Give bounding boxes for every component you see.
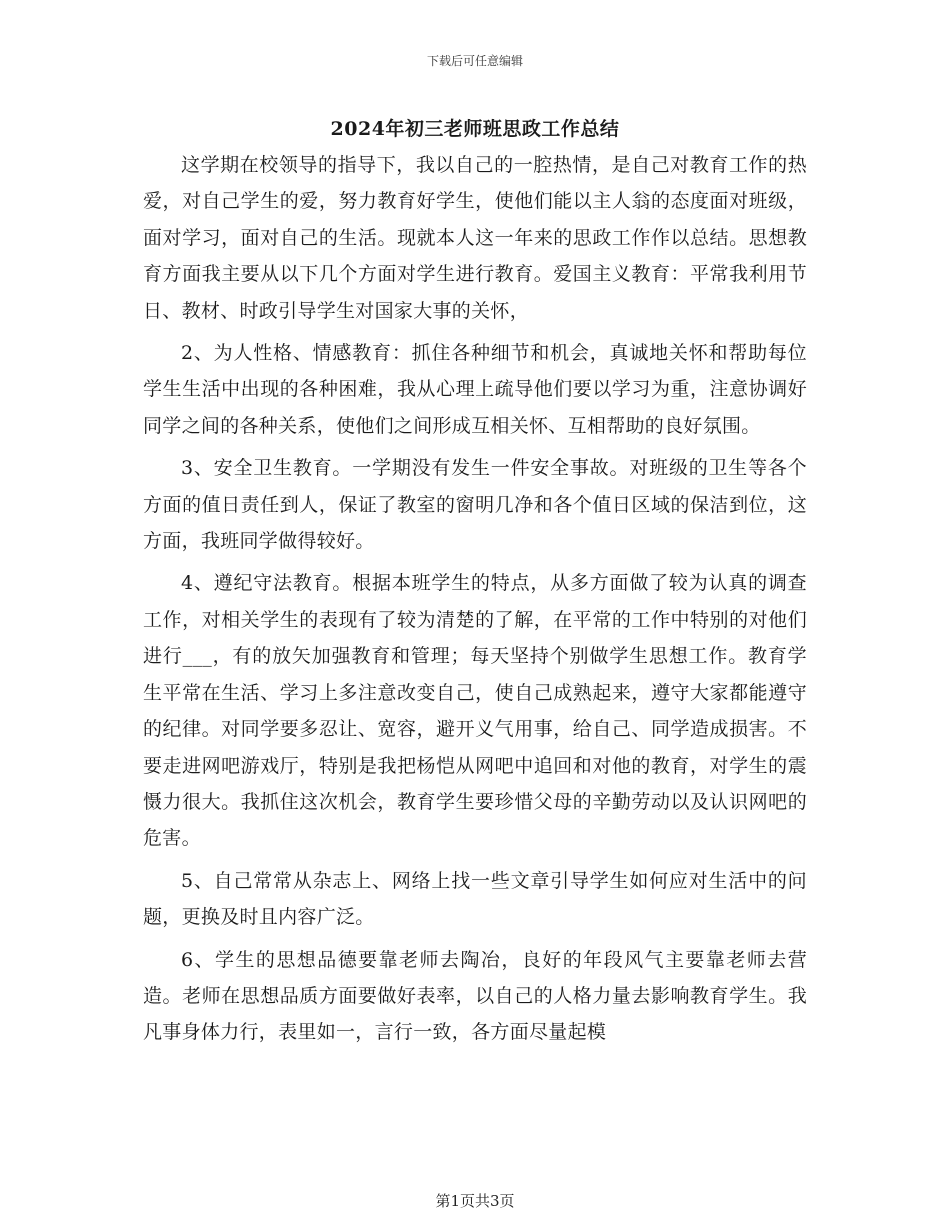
paragraph-6: 6、学生的思想品德要靠老师去陶冶，良好的年段风气主要靠老师去营造。老师在思想品质方面要做好表率，以自己的人格力量去影响教育学生。我凡事身体力行，表里如一，言行一致，各方面尽量起模 [143,948,807,1044]
page-indicator: 第1页共3页 [435,1192,515,1210]
paragraph-2: 2、为人性格、情感教育：抓住各种细节和机会，真诚地关怀和帮助每位学生生活中出现的各种困难，我从心理上疏导他们要以学习为重，注意协调好同学之间的各种关系，使他们之间形成互相关怀、互相帮助的良好氛围。 [143,342,807,437]
document-title: 2024年初三老师班思政工作总结 [330,118,620,140]
header-note: 下载后可任意编辑 [426,54,523,68]
paragraph-5: 5、自己常常从杂志上、网络上找一些文章引导学生如何应对生活中的问题，更换及时且内容广泛。 [143,869,807,929]
document-body [143,147,807,1051]
paragraph-3: 3、安全卫生教育。一学期没有发生一件安全事故。对班级的卫生等各个方面的值日责任到人，保证了教室的窗明几净和各个值日区域的保洁到位，这方面，我班同学做得较好。 [143,457,807,553]
paragraph-intro: 这学期在校领导的指导下，我以自己的一腔热情，是自己对教育工作的热爱，对自己学生的爱，努力教育好学生，使他们能以主人翁的态度面对班级，面对学习，面对自己的生活。现就本人这一年来的思政工作作以总结。思想教育方面我主要从以下几个方面对学生进行教育。爱国主义教育：平常我利用节日、教材、时政引导学生对国家大事的关怀， [143,154,807,322]
paragraph-4: 4、遵纪守法教育。根据本班学生的特点，从多方面做了较为认真的调查工作，对相关学生的表现有了较为清楚的了解，在平常的工作中特别的对他们进行___，有的放矢加强教育和管理；每天坚持个别做学生思想工作。教育学生平常在生活、学习上多注意改变自己，使自己成熟起来，遵守大家都能遵守的纪律。对同学要多忍让、宽容，避开义气用事，给自己、同学造成损害。不要走进网吧游戏厅，特别是我把杨恺从网吧中追回和对他的教育，对学生的震慑力很大。我抓住这次机会，教育学生要珍惜父母的辛勤劳动以及认识网吧的危害。 [143,572,807,850]
